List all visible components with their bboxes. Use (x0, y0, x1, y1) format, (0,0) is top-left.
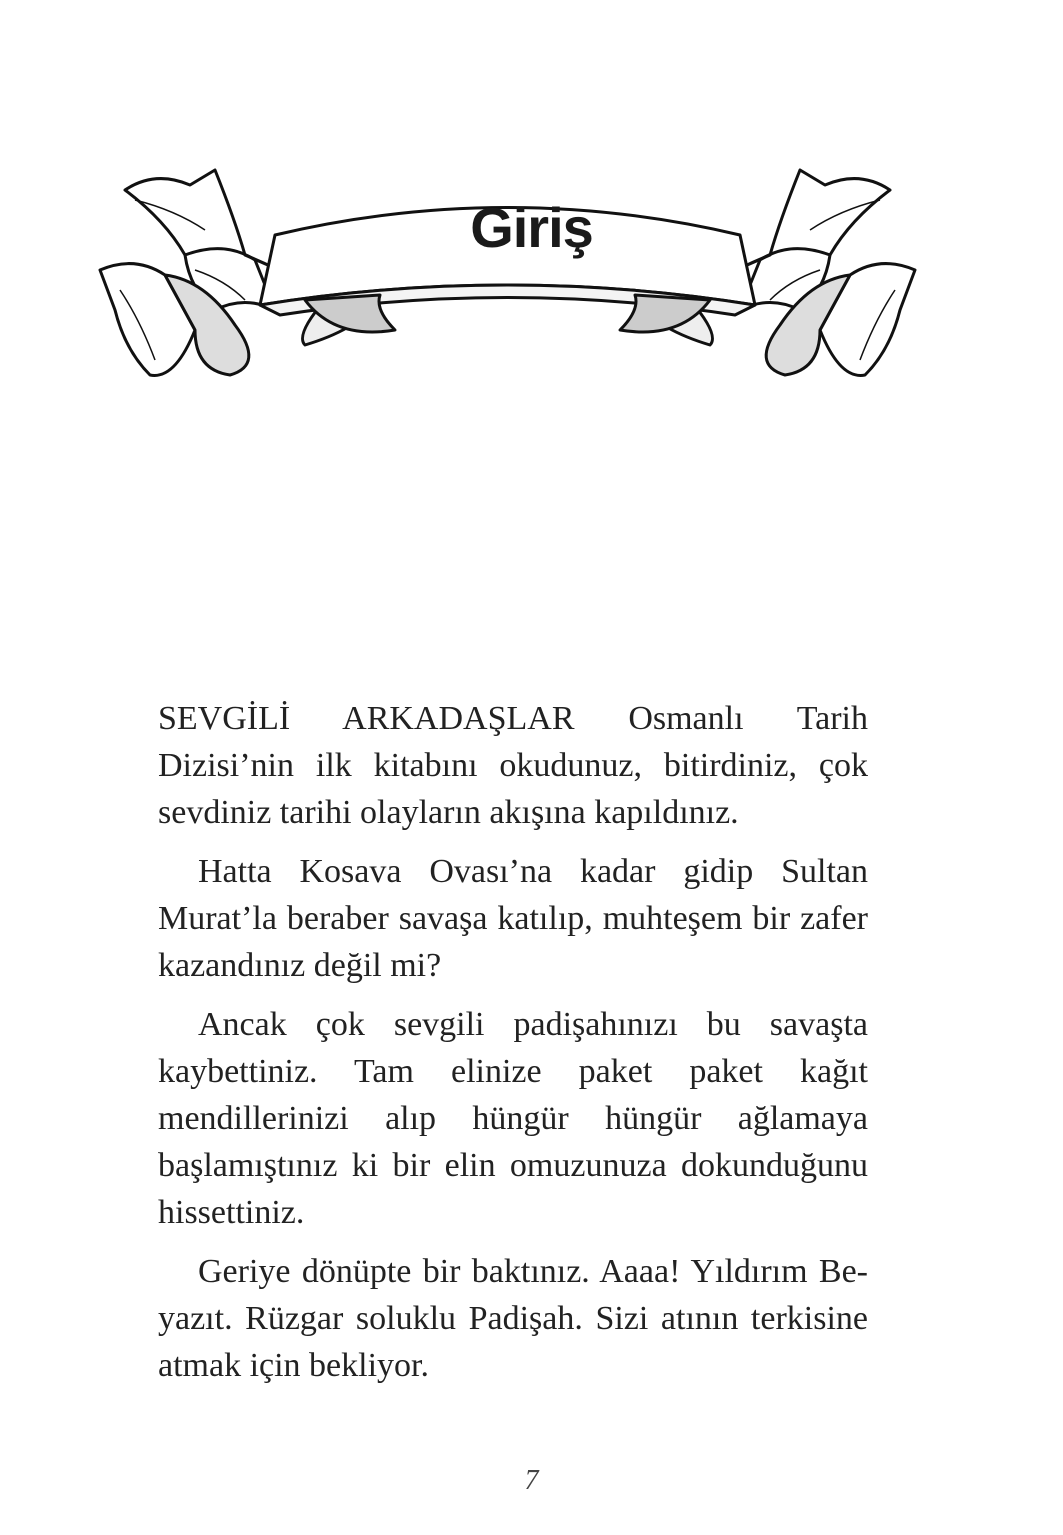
chapter-body (158, 695, 868, 1401)
paragraph: SEVGİLİ ARKADAŞLAR Osmanlı Tarih Dizisi’nin ilk kitabını okudunuz, bitirdiniz, çok sevdiniz tarihi olayların akışına kapıldınız. (158, 700, 868, 831)
page-number: 7 (524, 1465, 539, 1496)
paragraph: Geriye dönüpte bir baktınız. Aaaa! Yıldırım Beyazıt. Rüzgar soluklu Padişah. Sizi atının terkisine atmak için bekliyor. (158, 1253, 868, 1384)
chapter-title: Giriş (470, 196, 593, 259)
paragraph: Hatta Kosava Ovası’na kadar gidip Sultan Murat’la beraber savaşa katılıp, muhteşem bir zafer kazandınız değil mi? (158, 853, 868, 984)
paragraph: Ancak çok sevgili padişahınızı bu savaşta kaybettiniz. Tam elinize paket paket kağıt mendillerinizi alıp hüngür hüngür ağlamaya başlamıştınız ki bir elin omuzunuza dokunduğunu hissettiniz. (158, 1006, 868, 1231)
